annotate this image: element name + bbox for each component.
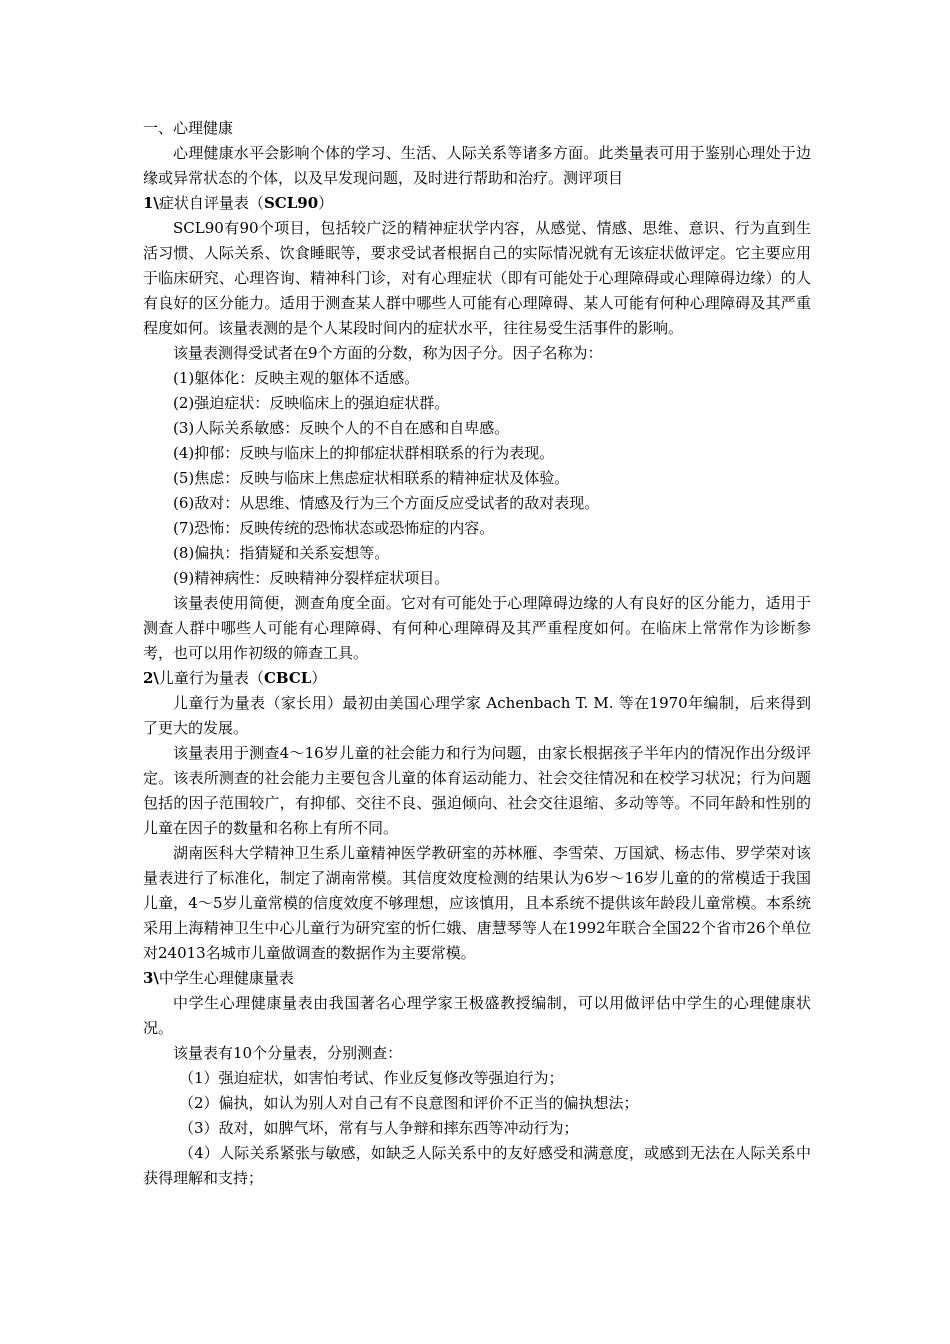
intro-paragraph: 心理健康水平会影响个体的学习、生活、人际关系等诸多方面。此类量表可用于鉴别心理处于边缘或异常状态的个体，以及早发现问题，及时进行帮助和治疗。测评项目 xyxy=(143,144,811,187)
document-page xyxy=(143,116,811,1191)
cbcl-paragraph-1: 儿童行为量表（家长用）最初由美国心理学家 Achenbach T. M. 等在1970年编制，后来得到了更大的发展。 xyxy=(143,694,811,737)
cbcl-heading: 2\儿童行为量表（CBCL） xyxy=(143,669,327,687)
scl90-factor-item: (6)敌对：从思维、情感及行为三个方面反应受试者的敌对表现。 xyxy=(173,494,600,512)
scl90-factor-item: (3)人际关系敏感：反映个人的不自在感和自卑感。 xyxy=(173,419,510,437)
scl90-paragraph-1: SCL90有90个项目，包括较广泛的精神症状学内容，从感觉、情感、思维、意识、行为直到生活习惯、人际关系、饮食睡眠等，要求受试者根据自己的实际情况就有无该症状做评定。它主要应用于临床研究、心理咨询、精神科门诊，对有心理症状（即有可能处于心理障碍或心理障碍边缘）的人有良好的区分能力。适用于测查某人群中哪些人可能有心理障碍、某人可能有何种心理障碍及其严重程度如何。该量表测的是个人某段时间内的症状水平，往往易受生活事件的影响。 xyxy=(143,219,811,337)
section-heading: 一、心理健康 xyxy=(143,119,234,137)
scl90-factor-item: (2)强迫症状：反映临床上的强迫症状群。 xyxy=(173,394,450,412)
scl90-factor-item: (1)躯体化：反映主观的躯体不适感。 xyxy=(173,369,420,387)
scl90-paragraph-2: 该量表测得受试者在9个方面的分数，称为因子分。因子名称为： xyxy=(173,344,603,362)
scl90-factor-item: (7)恐怖：反映传统的恐怖状态或恐怖症的内容。 xyxy=(173,519,495,537)
mshs-subscale-item: （4）人际关系紧张与敏感，如缺乏人际关系中的友好感受和满意度，或感到无法在人际关系中获得理解和支持； xyxy=(143,1144,811,1187)
scl90-heading: 1\症状自评量表（SCL90） xyxy=(143,194,334,212)
cbcl-paragraph-3: 湖南医科大学精神卫生系儿童精神医学教研室的苏林雁、李雪荣、万国斌、杨志伟、罗学荣对该量表进行了标准化，制定了湖南常模。其信度效度检测的结果认为6岁～16岁儿童的的常模适于我国儿童，4～5岁儿童常模的信度效度不够理想，应该慎用，且本系统不提供该年龄段儿童常模。本系统采用上海精神卫生中心儿童行为研究室的忻仁娥、唐慧琴等人在1992年联合全国22个省市26个单位对24013名城市儿童做调查的数据作为主要常模。 xyxy=(143,844,811,962)
mshs-subscale-item: （1）强迫症状，如害怕考试、作业反复修改等强迫行为； xyxy=(179,1069,564,1087)
scl90-factor-item: (9)精神病性：反映精神分裂样症状项目。 xyxy=(173,569,450,587)
scl90-factor-item: (8)偏执：指猜疑和关系妄想等。 xyxy=(173,544,390,562)
mshs-heading: 3\中学生心理健康量表 xyxy=(143,969,294,987)
cbcl-paragraph-2: 该量表用于测查4～16岁儿童的社会能力和行为问题，由家长根据孩子半年内的情况作出分级评定。该表所测查的社会能力主要包含儿童的体育运动能力、社会交往情况和在校学习状况；行为问题包括的因子范围较广，有抑郁、交往不良、强迫倾向、社会交往退缩、多动等等。不同年龄和性别的儿童在因子的数量和名称上有所不同。 xyxy=(143,744,811,837)
mshs-subscale-item: （3）敌对，如脾气坏，常有与人争辩和摔东西等冲动行为； xyxy=(179,1119,579,1137)
mshs-paragraph-2: 该量表有10个分量表，分别测查： xyxy=(173,1044,403,1062)
mshs-paragraph-1: 中学生心理健康量表由我国著名心理学家王极盛教授编制，可以用做评估中学生的心理健康状况。 xyxy=(143,994,811,1037)
mshs-subscale-item: （2）偏执，如认为别人对自己有不良意图和评价不正当的偏执想法； xyxy=(179,1094,639,1112)
scl90-factor-item: (4)抑郁：反映与临床上的抑郁症状群相联系的行为表现。 xyxy=(173,444,555,462)
scl90-factor-item: (5)焦虑：反映与临床上焦虑症状相联系的精神症状及体验。 xyxy=(173,469,570,487)
scl90-paragraph-3: 该量表使用简便，测查角度全面。它对有可能处于心理障碍边缘的人有良好的区分能力，适用于测查人群中哪些人可能有心理障碍、有何种心理障碍及其严重程度如何。在临床上常常作为诊断参考，也可以用作初级的筛查工具。 xyxy=(143,594,811,662)
